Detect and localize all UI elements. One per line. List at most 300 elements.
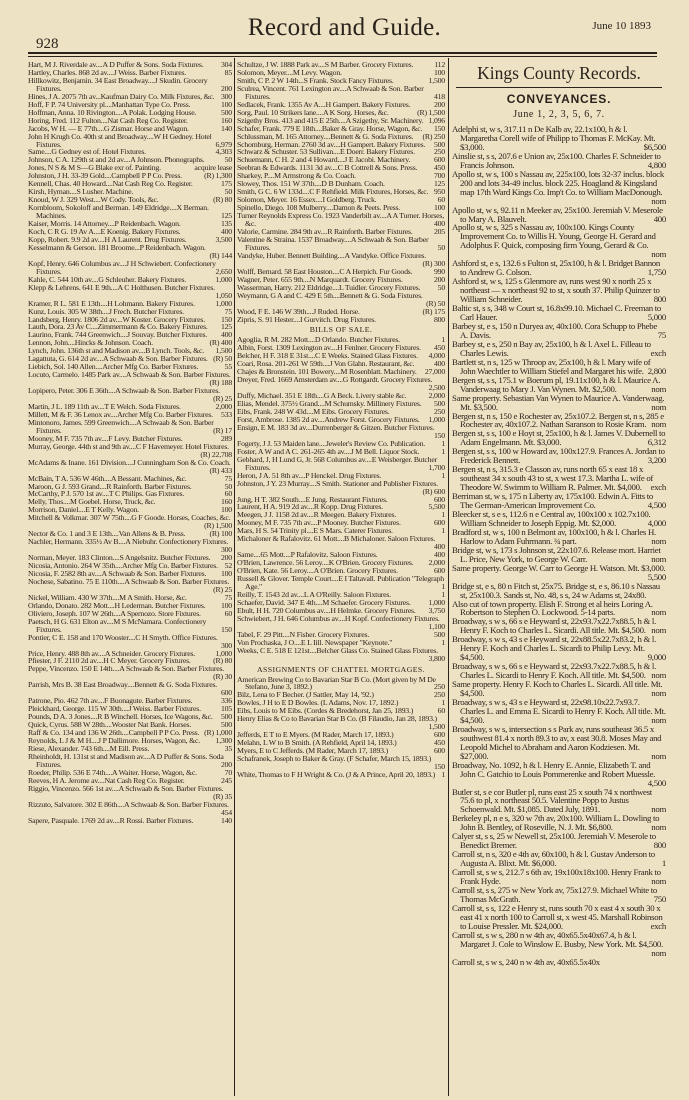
entry-amount: 75 <box>224 592 232 602</box>
entry-amount: 1,300 <box>215 736 232 746</box>
entry <box>452 206 666 224</box>
entry-amount: 100 <box>220 569 232 578</box>
entry <box>237 85 445 101</box>
entry-amount: 450 <box>433 738 445 748</box>
entry-text: Mooney, M F. 735 7th av....F Levy. Butcher Fixtures. <box>28 433 183 443</box>
entry <box>452 662 666 680</box>
entry-text: Henry Elias & Co to Bavarian Star B Co. (B Filaudio, Jan 28, 1893.) <box>237 714 437 724</box>
entry-amount: 4,500 <box>647 777 666 788</box>
entry-text: Hoff, F P. 74 University pl....Manhattan Type Co. Press. <box>28 99 191 109</box>
entry-text: Hart, M J. Riverdale av....A D Puffer & Sons. Soda Fixtures. <box>28 60 204 69</box>
entry-amount: (R) 50 <box>213 354 232 364</box>
entry-amount: 450 <box>433 163 445 173</box>
entry-text: Laurent, H A. 919 2d av....R Kopp. Drug Fixtures. <box>237 502 383 512</box>
entry-amount: 2,000 <box>215 401 232 411</box>
entry-text: Paetsch, H G. 631 Elton av....M S McNamara. Confectionery Fixtures. <box>28 616 207 634</box>
entry-text: Kopp, Robert. 9.9 2d av....H A Laurent. Drug Fixtures. <box>28 234 187 244</box>
entry-amount: 500 <box>433 139 445 149</box>
entry-amount: 500 <box>220 107 232 117</box>
entry-text: Weymann, G A and C. 429 E 5th....Bennett & G. Soda Fixtures. <box>237 290 423 300</box>
entry-text: Bleecker st, s e s, 112.6 n e Central av, 100x100 x 102.7x100. William Schneider to Joseph Eppig. Mt. $2,000. <box>452 508 651 528</box>
entry-text: Bergen st, s s, 100 w Howard av, 100x127.9. Frances A. Jordan to Frederick Bennett. <box>452 446 665 466</box>
entry-amount: 2,800 <box>647 365 666 376</box>
entry-amount: nom <box>651 625 666 636</box>
entry-text: Bergen st, n s, 315.3 e Classon av, runs north 65 x east 18 x southeast 34 x south 43 to st, x west 17.3. Martha L. wife of Theodore W. Swimm to William R. Palmer. Mt. $4,000. <box>452 464 654 493</box>
entry-text: Bilz, Lena to F Becher. (J Sattler, May 14, '92.) <box>237 690 374 700</box>
entry-text: Carroll st, s w s, 280 n w 4th av, 40x65.5x40x67.4, h & l. Margaret J. Cole to Winslow E. Busby, New York. Mt. $4,500. <box>452 929 663 949</box>
page-number: 928 <box>36 36 59 52</box>
entry-amount: 1 <box>441 582 445 591</box>
entry-text: Carroll st, s w s, 212.7 s 6th av, 19x100x18x100. Henry Frank to Frank Hyde. <box>452 867 661 887</box>
entry-text: Laurino, Frank. 744 Greenwich....J Souvay. Butcher Fixtures. <box>28 330 208 340</box>
entry-text: Barbey st, e s, 150 n Duryea av, 40x100. Cora Schupp to Phebe A. Davis. <box>452 320 657 340</box>
entry-text: Nector & Co. 1 and 3 E 13th....Van Allens & B. Press. <box>28 529 186 539</box>
entry-amount: 27,000 <box>424 367 445 377</box>
entry-text: O'Brien, Kate. 56 Leroy....A O'Brien. Grocery Fixtures. <box>237 566 398 576</box>
entry <box>452 931 666 958</box>
assignments-list <box>237 676 445 779</box>
entry-amount: 50 <box>224 155 232 165</box>
entry-text: Turner Reynolds Express Co. 1923 Vanderbilt av....A A Turner. Horses, &c. <box>237 211 444 229</box>
entry-text: Dreyer, Fred. 1669 Amsterdam av....G Rottgardt. Grocery Fixtures. <box>237 375 433 385</box>
entry-amount: 1,500 <box>428 722 445 732</box>
entry-text: Schuemann, C H. 2 and 4 Howard....J E Jacobi. Machinery. <box>237 155 411 165</box>
entry-amount: 60 <box>437 195 445 205</box>
entry-amount: (R) 1,000 <box>204 728 232 738</box>
entry-amount: 500 <box>220 712 232 722</box>
entry-amount: 289 <box>220 433 232 443</box>
entry-amount: 2,500 <box>428 383 445 393</box>
entry-text: Schomburg, Herman. 2760 3d av....H Gampert. Bakery Fixtures. <box>237 139 426 149</box>
entry-amount: exch <box>650 347 666 358</box>
entry-text: Also cut of town property. Elish F. Strong et al heirs Loring A. Robertson to Stephen O. Lockwood. 5-14 parts. <box>452 598 653 618</box>
entry-amount: 300 <box>220 640 232 650</box>
entry-text: Nicosia, Antonio. 264 W 35th....Archer Mfg Co. Barber Fixtures. <box>28 561 218 571</box>
entry-amount: (R) 300 <box>422 258 445 268</box>
entry-text: Russell & Glover. Temple Court....E I Taltavall. Publication "Telegraph Age." <box>237 574 444 591</box>
entry-text: Gebhard, J, H Lund G, Jr. 568 Columbus av....E Weisberger. Butcher Fixtures. <box>237 454 437 472</box>
entry-text: Schlussman, M. 165 Attorney....Bennett & G. Soda Fixtures. <box>237 131 414 141</box>
entry-amount: 1 <box>441 470 445 480</box>
entry <box>237 755 445 771</box>
entry-amount: 140 <box>220 123 232 133</box>
entry-amount: (R) 600 <box>422 486 445 496</box>
entry-text: Seebran & Edwards. 1131 3d av....C B Cottrell & Sons. Press. <box>237 163 418 173</box>
entry <box>237 676 445 692</box>
entry-text: Same....65 Mott....P Rafalovitz. Saloon Fixtures. <box>237 550 378 560</box>
entry-text: Hoffman, Anna. 10 Rivington....A Polak. Lodging House. <box>28 107 197 117</box>
entry-amount: 700 <box>433 171 445 181</box>
entry-amount: 4,800 <box>647 159 666 170</box>
entry-amount: 1 <box>441 438 445 448</box>
entry-amount: 60 <box>437 706 445 716</box>
entry-amount: 300 <box>220 545 232 555</box>
entry <box>452 492 666 510</box>
entry-text: Bridge st, e s, 80 n Fitch st, 25x75. Bridge st, e s, 86.10 s Nassau st, 25x100.3. Sands st, No. 48, s s, 24 w Adams st, 24x80. <box>452 580 660 600</box>
entry-amount: (R) 17 <box>213 425 232 435</box>
entry-text: Berkeley pl, n e s, 320 w 7th av, 20x100. William L. Dowling to John B. Bentley, of Roseville, N. J. Mt. $6,800. <box>452 813 660 833</box>
entry-text: Reynolds, L J & M H....J P Dallimore. Horses, Wagon, &c. <box>28 736 200 746</box>
entry-text: Apollo st, w s, 100 s Nassau av, 225x100, lots 32-37 inclus. block 200 and lots 34-49 inclus. block 225. Hoagland & Kingsland map 17th Ward Kings Co. Imp't Co. to William MacDonough. <box>452 168 665 197</box>
entry-text: Schwiebert, J H. 646 Columbus av....H Kopf. Confectionery Fixtures. <box>237 613 440 623</box>
entry-text: Sharkey, P....M Armstrong & Co. Coach. <box>237 171 356 181</box>
entry <box>28 801 232 817</box>
entry-amount: (R) 25 <box>213 394 232 404</box>
entry-text: Valentine & Straina. 1537 Broadway....A Schwaab & Son. Barber Fixtures. <box>237 234 429 252</box>
entry <box>28 681 232 697</box>
entry <box>237 424 445 440</box>
entry-text: Koch, C R G. 19 Av A....E Koenig. Bakery Fixtures. <box>28 227 181 237</box>
entry-amount: $6,500 <box>643 141 666 152</box>
entry-text: Riggio, Vincenzo. 566 1st av....A Schwaab & Son. Barber Fixtures. <box>28 783 224 793</box>
entry-text: Broadway, No. 1092, h & l. Henry E. Annie, Elizabeth T. and John C. Gatchio to Louis Pommerenke and Robert Muessle. <box>452 759 656 779</box>
entry-amount: 300 <box>220 91 232 101</box>
entry-amount: (R) 22,708 <box>200 449 232 459</box>
bills-of-sale-list <box>237 336 445 662</box>
entry-text: Melly, Thos....M Goebel. Horse, Truck, &c. <box>28 497 156 507</box>
entry-text: Bowles, J H to E D Bowles. (L Adams, Nov. 17, 1892.) <box>237 698 399 708</box>
entry-amount: 3,500 <box>215 234 232 244</box>
entry-text: Jefferds, E T to E Myers. (M Rader, March 17, 1893.) <box>237 730 394 740</box>
entry-text: Spinello, Diego. 108 Mulberry....Damon & Peets. Press. <box>237 203 401 213</box>
entry <box>452 322 666 340</box>
entry-text: Kesselmann & Gerson. 181 Broome...P Reidenbach. Wagon. <box>28 242 206 252</box>
entry-amount: nom <box>651 553 666 564</box>
entry-amount: nom <box>651 249 666 260</box>
entry-amount: 125 <box>433 179 445 189</box>
entry-text: Reilly, T. 1543 2d av....L A O'Reilly. Saloon Fixtures. <box>237 589 391 599</box>
entry-text: Pontier, C E. 158 and 170 Wooster....C H Smyth. Office Fixtures. <box>28 632 218 642</box>
entry-text: Wood, F E. 146 W 39th....J Ruded. Horse. <box>237 306 360 316</box>
entry-amount: 1 <box>441 589 445 599</box>
entry <box>28 387 232 403</box>
entry-amount: 600 <box>433 494 445 504</box>
entry-amount: 400 <box>433 359 445 369</box>
entry-text: Reeves, H A. Jerome av....Nat Cash Reg Co. Register. <box>28 775 185 785</box>
entry <box>452 259 666 277</box>
entry-text: Sculrea, Vincent. 761 Lexington av....A Schwaab & Son. Barber Fixtures. <box>237 83 424 101</box>
entry-amount: 3,200 <box>647 455 666 466</box>
entry-text: Nachler, Hermann. 335½ Av B....A Niebuhr. Confectionery Fixtures. <box>28 537 229 547</box>
entry-amount: 112 <box>434 60 445 69</box>
entry-amount: 400 <box>220 227 232 237</box>
conveyance-list <box>452 125 666 967</box>
entry <box>452 429 666 447</box>
entry-text: Zipris, S. 91 Hester....I Gurvitch. Drug Fixtures. <box>237 314 376 324</box>
entry-amount: 2,000 <box>428 391 445 401</box>
entry-text: Peppe, Vincenzo. 150 E 14th....A Schwaab & Son. Barber Fixtures. <box>28 664 225 674</box>
entry-amount: 160 <box>220 115 232 125</box>
entry-amount: 50 <box>224 481 232 491</box>
entry-text: Ashford st, e s, 132.6 s Fulton st, 25x100, h & l. Bridget Bannon to Andrew G. Colson. <box>452 258 660 278</box>
entry <box>452 761 666 788</box>
entry-text: Broadway, s w s, intersection s s Park av, runs southeast 36.5 x southwest 81.4 x north 89.3 to av, x east 30.8. Moses May and Leopold Michel to Abraham and Aaron Kodziesen. Mt. $27,000. <box>452 723 662 761</box>
entry-amount: nom <box>651 607 666 618</box>
entry-amount: (R) 80 <box>213 195 232 205</box>
entry-text: Price, Henry. 488 8th av....A Schneider. Grocery Fixtures. <box>28 648 196 658</box>
section-rule <box>456 87 662 88</box>
entry-text: Hillkowitz, Benjamin. 34 East Broadway....J Skudin. Grocery Fixtures. <box>28 75 208 93</box>
entry <box>452 958 666 967</box>
entry-amount: nom <box>651 419 666 430</box>
entry-text: Solomon, Meyer....M Levy. Wagon. <box>237 67 342 77</box>
entry-text: Broadway, s w s, 66 s e Heyward st, 22x93.7x22.7x88.5, h & l. Henry F. Koch to Charles L. Sicardi. All title. Mt. $4,500. <box>452 616 656 636</box>
entry-amount: (R) 1,500 <box>417 107 445 117</box>
entry-text: Mitchell & Volkmar. 307 W 75th....G F Goode. Horses, Coaches, &c. <box>28 513 231 523</box>
entry-amount: 400 <box>220 330 232 340</box>
entry-text: Kramer, R L. 581 E 13th....H Lohmann. Bakery Fixtures. <box>28 298 195 308</box>
entry-text: Barbey st, e s, 250 n Bay av, 25x100, h & l. Axel L. Filleau to Charles Lewis. <box>452 338 651 358</box>
entry-amount: (R) 250 <box>422 131 445 141</box>
entry-amount: 75 <box>224 473 232 483</box>
entry-amount: nom <box>651 535 666 546</box>
entry-amount: 800 <box>433 314 445 324</box>
entry <box>452 546 666 564</box>
entry-text: Johnson, C A. 129th st and 2d av....A Johnson. Phonographs. <box>28 155 205 165</box>
entry <box>237 252 445 268</box>
entry-text: Rheinholdt, H. 131st st and Madison av....A D Puffer & Sons. Soda Fixtures. <box>28 751 224 769</box>
entry-text: Jones, N S & M S—G Blake exr of. Painting. <box>28 163 161 173</box>
entry <box>28 785 232 801</box>
entry-text: Sedlacek, Frank. 1355 Av A....H Gampert. Bakery Fixtures. <box>237 99 411 109</box>
entry-text: Forst, Ambrose. 1385 2d av....Andrew Forst. Grocery Fixtures. <box>237 414 420 424</box>
entry-text: McBain, T A. 536 W 46th....A Bessant. Machines, &c. <box>28 473 187 483</box>
header-rule <box>28 52 657 54</box>
entry-amount: 400 <box>653 213 666 224</box>
entry-text: Kennell, Chas. 40 Howard....Nat Cash Reg Co. Register. <box>28 179 193 189</box>
entry-text: Hines, J A. 2075 7th av...Kaufman Dairy Co. Milk Fixtures, &c. <box>28 91 215 101</box>
entry-amount: 600 <box>433 730 445 740</box>
entry-text: Same property. George W. Carr to George H. Watson. Mt. $3,000. <box>452 562 666 573</box>
entry-amount: 1 <box>441 335 445 345</box>
entry-text: Carroll st, s s, 275 w New York av, 75x127.9. Michael White to Thomas McGrath. <box>452 885 657 904</box>
entry-amount: (R) 433 <box>209 465 232 475</box>
entry <box>452 304 666 322</box>
entry-text: Heron, J A. 51 8th av....P Henckel. Drug Fixtures. <box>237 470 382 480</box>
entry <box>452 617 666 635</box>
entry <box>452 152 666 170</box>
entry-text: Albin, Forst. 1309 Lexington av....H Fenlner. Grocery Fixtures. <box>237 343 421 353</box>
column-divider <box>448 58 449 1096</box>
entry-amount: (R) 25 <box>213 584 232 594</box>
entry-amount: 5,500 <box>647 571 666 582</box>
entry-text: Fogerty, J J. 53 Maiden lane....Jeweler's Review Co. Publication. <box>237 438 425 448</box>
entry <box>452 340 666 358</box>
entry <box>28 260 232 276</box>
entry-text: Lennon, John....Hincks & Johnson. Coach. <box>28 338 153 348</box>
entry-text: Kornbloom, Sokoloff and Berman. 149 Eldridge....X Berman. Machines. <box>28 203 209 221</box>
bills-of-sale-heading: BILLS OF SALE. <box>309 325 373 335</box>
entry <box>452 376 666 394</box>
entry-text: Coari, Rosa. 201-261 W 59th....J Von Glahn. Restaurant, &c. <box>237 359 415 369</box>
entry <box>452 814 666 832</box>
entry <box>28 284 232 300</box>
entry-text: Michaloner & Rafalovitz. 61 Mott....B Michaloner. Saloon Fixtures. <box>237 534 436 544</box>
entry-amount: 250 <box>433 407 445 417</box>
entry-text: Lynch, John. 136th st and Madison av....B Lynch. Tools, &c. <box>28 346 204 356</box>
entry-amount: 3,800 <box>428 653 445 663</box>
entry-amount: nom <box>651 714 666 725</box>
entry <box>28 459 232 475</box>
entry-amount: 250 <box>433 690 445 700</box>
entry-amount: 1,000 <box>215 274 232 284</box>
entry-text: Millett, M & F. 36 Lenox av....Archer Mfg Co. Barber Fixtures. <box>28 409 213 419</box>
entry-amount: 160 <box>220 497 232 507</box>
entry <box>452 904 666 931</box>
entry-amount: 200 <box>433 99 445 109</box>
entry-text: Liebich, Sol. 140 Allen....Archer Mfg Co. Barber Fixtures. <box>28 362 199 372</box>
entry-text: Agoglia, R M. 282 Mott....D Orlando. Butcher Fixtures. <box>237 335 400 345</box>
column-chattel-mortgages-2 <box>237 61 445 779</box>
entry-text: Wagner, Peter. 655 9th....N Marquardt. Grocery Fixtures. <box>237 274 403 284</box>
entry-text: Pounds, D A. 3 Jones....R B Winchell. Horses, Ice Wagons, &c. <box>28 712 213 722</box>
entry-text: Lauth, Dora. 23 Av C....Zimmermann & Co. Bakery Fixtures. <box>28 322 208 332</box>
entry-amount: 6,979 <box>215 139 232 149</box>
entry <box>452 277 666 304</box>
entry-text: American Brewing Co to Bavarian Star B Co. (Mort given by M De Stefano, June 3, 1892.) <box>237 674 436 692</box>
entry-text: Landsberg, Henry. 1806 2d av....W Koster. Grocery Fixtures. <box>28 314 205 324</box>
entry-amount: 2,000 <box>428 558 445 568</box>
entry <box>237 316 445 324</box>
entry <box>28 753 232 769</box>
entry-text: Raff & Co. 134 and 136 W 26th....Campbell P P Co. Press. <box>28 728 200 738</box>
entry-text: Same....G Gedney est of. Hotel Fixtures. <box>28 147 146 157</box>
entry-amount: 600 <box>433 746 445 756</box>
entry-text: O'Brien, Lawrence. 56 Leroy....K O'Brien. Grocery Fixtures. <box>237 558 414 568</box>
conveyances-heading: CONVEYANCES. <box>506 92 612 106</box>
entry-text: Jacobs, W H. — E 77th....G Zismar. Horse and Wagon. <box>28 123 189 133</box>
entry-text: Broadway, s w s, 66 s e Heyward st, 22x93.7x22.7x88.5, h & l. Charles L. Sicardi to Henry F. Koch. All title. Mt. $4,500. <box>452 661 656 681</box>
column-kings-county-records <box>452 61 666 967</box>
entry-text: Schaefer, David. 347 E 4th....M Schaefer. Grocery Fixtures. <box>237 597 411 607</box>
entry <box>452 725 666 761</box>
entry-text: Bartlett st, n s, 125 w Throop av, 25x100, h & l. Mary wife of John Waechtler to William Stiefel and Margaret his wife. <box>452 356 651 376</box>
entry-amount: 304 <box>220 60 232 69</box>
entry-text: Lagattuta, G. 614 2d av....A Schwaab & Son. Barber Fixtures. <box>28 354 208 364</box>
entry-text: Same property. Sebastian Van Wynen to Maurice A. Vanderwaag. Mt. $3,500. <box>452 392 665 412</box>
entry <box>28 634 232 650</box>
entry <box>237 535 445 551</box>
entry-text: Parrish, Mrs B. 38 East Broadway....Bennett & G. Soda Fixtures. <box>28 680 217 690</box>
entry <box>237 575 445 591</box>
entry-amount: 100 <box>433 203 445 213</box>
entry-amount: 1,050 <box>215 290 232 300</box>
entry-amount: 70 <box>224 767 232 777</box>
column-chattel-mortgages-1 <box>28 61 232 825</box>
entry-amount: 205 <box>433 227 445 237</box>
entry-text: Martin, J L. 189 11th av....T E Welch. Soda Fixtures. <box>28 401 181 411</box>
entry-text: Ainslie st, s s, 207.6 e Union av, 25x100. Charles F. Schneider to Francis Johnson. <box>452 150 661 170</box>
entry-amount: 150 <box>433 123 445 133</box>
entry <box>452 698 666 725</box>
entry-amount: 450 <box>433 343 445 353</box>
entry-text: John H Krugh Co. 40th st and Broadway....W H Gedney. Hotel Fixtures. <box>28 131 212 149</box>
entry <box>28 244 232 260</box>
entry-amount: 6,312 <box>647 437 666 448</box>
entry <box>452 850 666 868</box>
entry-text: Maroon, G J. 593 Grand....R Rainforth. Barber Fixtures. <box>28 481 192 491</box>
entry <box>452 582 666 600</box>
entry-amount: 1,500 <box>215 346 232 356</box>
entry-text: Carroll st, s s, 122 e Henry st, runs south 70 x east 4 x south 30 x east 41 x north 100 to Carroll st, x west 45. Marshall Robinson to Louise Pressler. Mt. $24,000. <box>452 902 663 931</box>
entry-text: Eibs, Frank. 248 W 43d....M Eibs. Grocery Fixtures. <box>237 407 390 417</box>
entry-text: Ebult, H H. 720 Columbus av....H Helmke. Grocery Fixtures. <box>237 605 416 615</box>
conveyances-dates: June 1, 2, 3, 5, 6, 7. <box>513 109 605 120</box>
entry <box>237 212 445 228</box>
entry-text: Mooney, M F. 735 7th av....P Mooney. Butcher Fixtures. <box>237 518 401 528</box>
entry-text: Sapere, Pasquale. 1769 2d av....R Rossi. Barber Fixtures. <box>28 815 194 825</box>
entry-amount: (R) 400 <box>209 338 232 348</box>
entry-amount: (R) 100 <box>209 529 232 539</box>
entry-amount: 400 <box>433 542 445 552</box>
entry-amount: 1 <box>441 526 445 536</box>
entry-text: Locuto, Carmelo. 1485 Park av....A Schwaab & Son. Barber Fixtures. <box>28 370 231 380</box>
entry-amount: 150 <box>220 314 232 324</box>
entry-amount: 600 <box>433 518 445 528</box>
entry <box>28 665 232 681</box>
entry-amount: 250 <box>433 147 445 157</box>
entry-amount: 500 <box>433 399 445 409</box>
entry-text: Slowey, Thos. 151 W 37th....D B Dunham. Coach. <box>237 179 385 189</box>
entry-text: Pfiester, J F. 2110 2d av....H C Meyer. Grocery Fixtures. <box>28 656 191 666</box>
entry-amount: (R) 1,500 <box>204 521 232 531</box>
entry-text: Mintonoro, James. 599 Greenwich....A Schwaab & Son. Barber Fixtures. <box>28 417 214 435</box>
entry-text: Pleickhard, George. 115 W 30th....J Weiss. Barber Fixtures. <box>28 704 201 714</box>
entry-text: Klepp & Lehrens. 641 E 9th....A C Holthusen. Butcher Fixtures. <box>28 282 215 292</box>
entry-amount: 135 <box>220 219 232 229</box>
entry-text: Schwarz & Schuster. 53 Sullivan....E Doerr. Bakery Fixtures. <box>237 147 415 157</box>
entry-amount: (R) 175 <box>422 306 445 316</box>
entry-text: Apollo st, w s, 92.11 n Meeker av, 25x100. Jeremiah V. Meserole to Mary A. Blauvelt. <box>452 204 663 224</box>
entry <box>452 788 666 815</box>
issue-date: June 10 1893 <box>592 20 651 32</box>
entry <box>452 832 666 850</box>
entry-text: Kahle, C. 544 10th av....G Schleuher. Bakery Fixtures. <box>28 274 187 284</box>
entry <box>237 236 445 252</box>
entry-text: McAdams & Inane. 161 Division....J Cunningham Son & Co. Coach. <box>28 457 231 467</box>
entry-amount: 336 <box>220 696 232 706</box>
entry-text: Carroll st, s w s, 240 n w 4th av, 40x65.5x40x <box>452 956 600 967</box>
entry <box>237 615 445 631</box>
entry-amount: 1,000 <box>215 298 232 308</box>
entry-amount: 800 <box>653 840 666 851</box>
entry-text: Bradford st, w s, 100 n Belmont av, 100x100, h & l. Charles H. Harlow to Adam Fuhrmann. ¾ part. <box>452 526 656 546</box>
entry-text: Nochese, Sabatino. 75 E 110th....A Schwaab & Son. Barber Fixtures. <box>28 576 230 586</box>
entry-text: Ensign, E M. 183 3d av....Durrenberger & Gitzen. Butcher Fixtures. <box>237 422 435 432</box>
entry <box>452 886 666 904</box>
entry-amount: 600 <box>433 155 445 165</box>
entry-amount: 4,000 <box>428 351 445 361</box>
entry-amount: (R) 188 <box>209 378 232 388</box>
entry <box>452 868 666 886</box>
entry <box>237 376 445 392</box>
entry-amount: 5,000 <box>647 312 666 323</box>
entry-amount: 60 <box>224 489 232 499</box>
entry-amount: 125 <box>220 211 232 221</box>
entry-amount: nom <box>651 804 666 815</box>
entry-text: Calyer st, s s, 25 w Newell st, 25x100. Jeremiah V. Meserole to Benedict Bremer. <box>452 831 656 851</box>
entry-amount: 175 <box>220 179 232 189</box>
entry-amount: 200 <box>220 553 232 563</box>
entry-amount: 85 <box>224 67 232 77</box>
entry-amount: 140 <box>220 815 232 825</box>
entry <box>452 465 666 492</box>
entry-text: Horing, Fred. 112 Fulton....Nat Cash Reg Co. Register. <box>28 115 188 125</box>
entry-text: Bergen st, n s, 150 e Rochester av, 25x107.2. Bergen st, n s, 285 e Rochester av, 40x107.2. Nathan Saranson to Rosie Kram. <box>452 410 664 430</box>
entry-amount: 100 <box>220 505 232 515</box>
entry <box>452 600 666 618</box>
entry-text: Von Prochaska, J O....E L Iill. Newspaper "Keynote." <box>237 637 393 647</box>
